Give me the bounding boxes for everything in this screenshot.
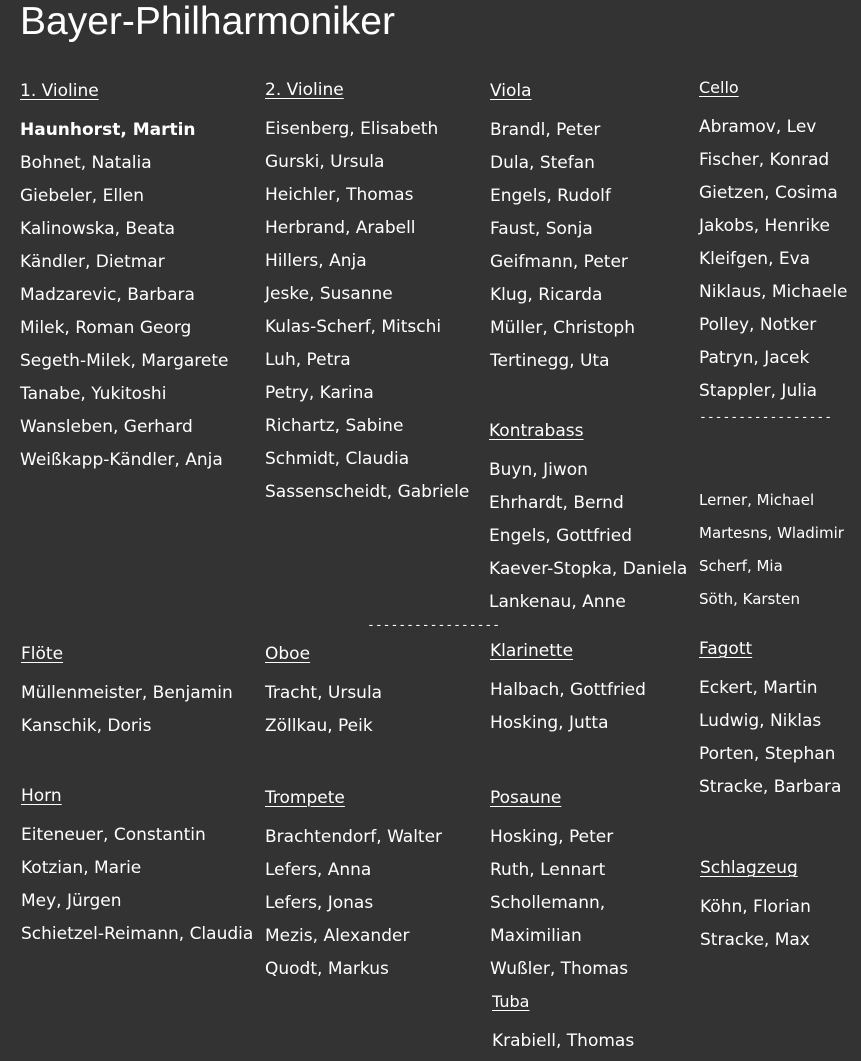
member-name: Kulas-Scherf, Mitschi — [265, 317, 442, 337]
section-horn — [21, 786, 253, 951]
member-name: Jakobs, Henrike — [699, 216, 830, 236]
member-name: Milek, Roman Georg — [20, 318, 192, 338]
section-heading: Horn — [21, 786, 62, 806]
divider-line: ----------------- — [699, 410, 833, 425]
section-heading: 1. Violine — [20, 81, 99, 101]
member-name: Lankenau, Anne — [489, 592, 626, 612]
section-violine2 — [265, 80, 469, 509]
member-list — [20, 114, 228, 477]
section-heading: Flöte — [21, 644, 64, 664]
member-name: Tanabe, Yukitoshi — [20, 384, 167, 404]
section-heading: Fagott — [699, 639, 753, 659]
member-name: Mezis, Alexander — [265, 926, 410, 946]
section-tuba — [492, 992, 634, 1058]
member-name: Eisenberg, Elisabeth — [265, 119, 439, 139]
member-name: Krabiell, Thomas — [492, 1031, 635, 1051]
member-name: Ruth, Lennart — [490, 860, 606, 880]
member-name: Herbrand, Arabell — [265, 218, 416, 238]
member-name: Dula, Stefan — [490, 153, 595, 173]
member-name: Lefers, Jonas — [265, 893, 374, 913]
member-name: Tertinegg, Uta — [490, 351, 610, 371]
member-name: Mey, Jürgen — [21, 891, 122, 911]
member-name: Heichler, Thomas — [265, 185, 414, 205]
member-list — [699, 484, 844, 616]
member-name: Segeth-Milek, Margarete — [20, 351, 229, 371]
member-name: Halbach, Gottfried — [490, 680, 646, 700]
section-violine1 — [20, 81, 228, 477]
member-name: Faust, Sonja — [490, 219, 593, 239]
member-name: Hosking, Jutta — [490, 713, 609, 733]
section-cello-extra — [699, 471, 844, 616]
page-title: Bayer-Philharmoniker — [20, 0, 395, 43]
member-name: Martesns, Wladimir — [699, 524, 844, 542]
member-name: Geifmann, Peter — [490, 252, 628, 272]
member-list — [492, 1025, 634, 1058]
member-name: Söth, Karsten — [699, 590, 800, 608]
section-fagott — [699, 639, 841, 804]
section-heading: Trompete — [265, 788, 345, 808]
section-klarinette — [490, 641, 646, 740]
member-list — [490, 114, 635, 378]
member-name: Müller, Christoph — [490, 318, 635, 338]
member-name: Bohnet, Natalia — [20, 153, 152, 173]
member-name: Eckert, Martin — [699, 678, 818, 698]
member-name: Kleifgen, Eva — [699, 249, 811, 269]
member-name: Haunhorst, Martin — [20, 120, 196, 140]
member-name: Kanschik, Doris — [21, 716, 152, 736]
section-heading: Schlagzeug — [700, 858, 798, 878]
member-list — [265, 677, 382, 743]
member-name: Wußler, Thomas — [490, 959, 629, 979]
member-name: Engels, Rudolf — [490, 186, 611, 206]
member-name: Niklaus, Michaele — [699, 282, 848, 302]
member-name: Kaever-Stopka, Daniela — [489, 559, 688, 579]
member-name: Madzarevic, Barbara — [20, 285, 195, 305]
member-name: Engels, Gottfried — [489, 526, 633, 546]
section-heading: Klarinette — [490, 641, 574, 661]
section-heading: Tuba — [492, 992, 530, 1011]
member-name: Fischer, Konrad — [699, 150, 830, 170]
member-name: Köhn, Florian — [700, 897, 811, 917]
member-name: Brachtendorf, Walter — [265, 827, 443, 847]
member-name: Kändler, Dietmar — [20, 252, 165, 272]
section-schlagzeug — [700, 858, 811, 957]
section-oboe — [265, 644, 382, 743]
member-name: Schietzel-Reimann, Claudia — [21, 924, 254, 944]
member-name: Stappler, Julia — [699, 381, 818, 401]
section-kontrabass — [489, 421, 687, 619]
member-name: Hosking, Peter — [490, 827, 614, 847]
section-heading: 2. Violine — [265, 80, 344, 100]
member-name: Abramov, Lev — [699, 117, 817, 137]
member-name: Schollemann, — [490, 893, 606, 913]
member-name: Quodt, Markus — [265, 959, 389, 979]
member-list — [490, 674, 646, 740]
member-list — [265, 821, 442, 986]
member-name: Scherf, Mia — [699, 557, 783, 575]
member-name: Kotzian, Marie — [21, 858, 142, 878]
member-name: Sassenscheidt, Gabriele — [265, 482, 470, 502]
member-name: Ludwig, Niklas — [699, 711, 822, 731]
member-name: Luh, Petra — [265, 350, 351, 370]
section-floete — [21, 644, 233, 743]
member-list — [21, 819, 253, 951]
member-list — [21, 677, 233, 743]
member-name: Patryn, Jacek — [699, 348, 810, 368]
member-name: Zöllkau, Peik — [265, 716, 373, 736]
member-name: Stracke, Barbara — [699, 777, 842, 797]
member-name: Maximilian — [490, 926, 582, 946]
section-posaune — [490, 788, 628, 986]
member-name: Richartz, Sabine — [265, 416, 404, 436]
member-list — [265, 113, 469, 509]
section-heading: Kontrabass — [489, 421, 584, 441]
member-name: Jeske, Susanne — [265, 284, 393, 304]
section-heading: Viola — [490, 81, 532, 101]
member-name: Hillers, Anja — [265, 251, 367, 271]
member-name: Petry, Karina — [265, 383, 374, 403]
member-name: Giebeler, Ellen — [20, 186, 145, 206]
member-name: Müllenmeister, Benjamin — [21, 683, 233, 703]
section-heading: Cello — [699, 78, 739, 97]
member-name: Klug, Ricarda — [490, 285, 603, 305]
member-name: Gietzen, Cosima — [699, 183, 838, 203]
member-name: Stracke, Max — [700, 930, 810, 950]
member-list — [700, 891, 811, 957]
member-name: Schmidt, Claudia — [265, 449, 410, 469]
member-name: Eiteneuer, Constantin — [21, 825, 206, 845]
member-name: Ehrhardt, Bernd — [489, 493, 624, 513]
section-heading: Posaune — [490, 788, 562, 808]
divider-line: ----------------- — [367, 618, 501, 633]
member-name: Buyn, Jiwon — [489, 460, 588, 480]
member-name: Weißkapp-Kändler, Anja — [20, 450, 223, 470]
member-name: Kalinowska, Beata — [20, 219, 176, 239]
member-name: Gurski, Ursula — [265, 152, 385, 172]
member-name: Wansleben, Gerhard — [20, 417, 193, 437]
member-list — [699, 111, 847, 408]
section-viola — [490, 81, 635, 378]
member-name: Polley, Notker — [699, 315, 817, 335]
section-heading: Oboe — [265, 644, 311, 664]
member-name: Lefers, Anna — [265, 860, 372, 880]
section-cello — [699, 78, 847, 408]
member-list — [489, 454, 687, 619]
member-name: Tracht, Ursula — [265, 683, 383, 703]
member-name: Porten, Stephan — [699, 744, 836, 764]
section-trompete — [265, 788, 442, 986]
member-list — [699, 672, 841, 804]
member-name: Brandl, Peter — [490, 120, 601, 140]
member-list — [490, 821, 628, 986]
member-name: Lerner, Michael — [699, 491, 815, 509]
